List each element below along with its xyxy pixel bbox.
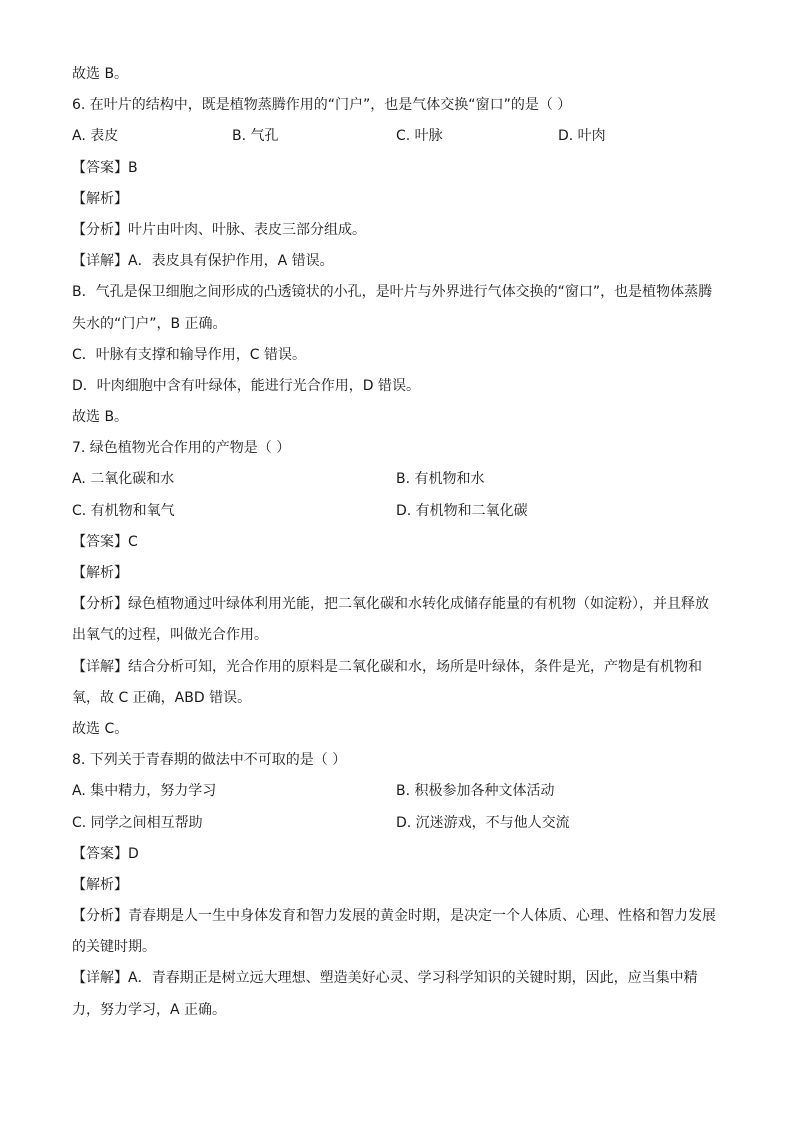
detail-line: 氧，故 C 正确，ABD 错误。 [72, 689, 252, 706]
option-d: D. 沉迷游戏，不与他人交流 [396, 814, 570, 831]
option-c: C. 有机物和氧气 [72, 502, 175, 519]
detail-line: 【详解】A．青春期正是树立远大理想、塑造美好心灵、学习科学知识的关键时期，因此，应当集中精 [72, 970, 698, 987]
question-6-options [72, 124, 722, 155]
question-8: 8. 下列关于青春期的做法中不可取的是（ ） [72, 752, 347, 769]
question-8-options-row2 [72, 811, 722, 842]
option-c: C. 同学之间相互帮助 [72, 814, 203, 831]
question-7-options-row2 [72, 499, 722, 530]
option-c: C. 叶脉 [396, 128, 443, 145]
question-7-options-row1 [72, 467, 722, 498]
option-a: A. 二氧化碳和水 [72, 471, 175, 488]
answer-line: 【答案】D [72, 845, 139, 862]
question-8-options-row1 [72, 779, 722, 810]
question-7: 7. 绿色植物光合作用的产物是（ ） [72, 440, 291, 457]
answer-line: 【答案】C [72, 533, 138, 550]
detail-line: 【详解】结合分析可知，光合作用的原料是二氧化碳和水，场所是叶绿体，条件是光，产物是有机物和 [72, 658, 702, 675]
analysis-heading: 【解析】 [72, 876, 128, 893]
detail-line: 失水的“门户”，B 正确。 [72, 315, 227, 332]
conclusion-line: 故选 B。 [72, 409, 129, 426]
option-a: A. 集中精力，努力学习 [72, 783, 217, 800]
option-d: D. 有机物和二氧化碳 [396, 502, 528, 519]
analysis-line: 的关键时期。 [72, 939, 156, 956]
analysis-line: 【分析】绿色植物通过叶绿体利用光能，把二氧化碳和水转化成储存能量的有机物（如淀粉），并且释放 [72, 596, 709, 613]
detail-line: B．气孔是保卫细胞之间形成的凸透镜状的小孔，是叶片与外界进行气体交换的“窗口”，也是植物体蒸腾 [72, 284, 713, 301]
detail-line: C．叶脉有支撑和输导作用，C 错误。 [72, 346, 307, 363]
option-d: D. 叶肉 [558, 128, 606, 145]
analysis-line: 出氧气的过程，叫做光合作用。 [72, 627, 268, 644]
option-b: B. 积极参加各种文体活动 [396, 783, 555, 800]
option-b: B. 有机物和水 [396, 471, 485, 488]
question-6: 6. 在叶片的结构中，既是植物蒸腾作用的“门户”，也是气体交换“窗口”的是（ ） [72, 97, 572, 114]
answer-line: 【答案】B [72, 159, 138, 176]
analysis-heading: 【解析】 [72, 565, 128, 581]
option-b: B. 气孔 [232, 128, 279, 145]
analysis-heading: 【解析】 [72, 190, 128, 207]
text-line: 故选 B。 [72, 66, 129, 82]
document-page [72, 62, 722, 1029]
analysis-line: 【分析】叶片由叶肉、叶脉、表皮三部分组成。 [72, 221, 366, 238]
detail-line: D．叶肉细胞中含有叶绿体，能进行光合作用，D 错误。 [72, 377, 421, 394]
detail-line: 力，努力学习，A 正确。 [72, 1001, 227, 1018]
detail-line: 【详解】A．表皮具有保护作用，A 错误。 [72, 253, 334, 270]
option-a: A. 表皮 [72, 128, 119, 145]
conclusion-line: 故选 C。 [72, 720, 129, 737]
analysis-line: 【分析】青春期是人一生中身体发育和智力发展的黄金时期，是决定一个人体质、心理、性格和智力发展 [72, 908, 716, 925]
